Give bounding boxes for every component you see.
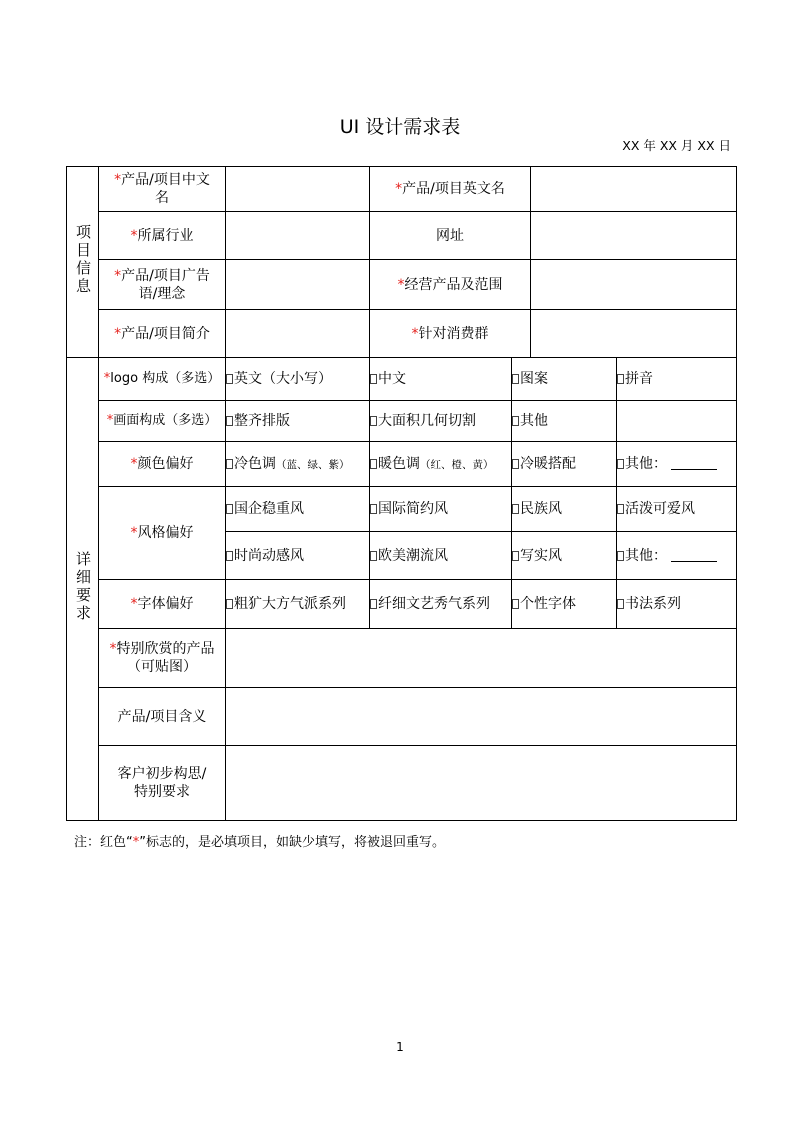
option-realistic[interactable] — [512, 532, 617, 580]
audience-input[interactable] — [531, 310, 737, 358]
required-mark: * — [109, 641, 117, 657]
field-label-audience — [370, 310, 531, 358]
option-state-enterprise-style[interactable] — [226, 487, 370, 532]
field-label-favorites — [99, 629, 226, 688]
checkbox[interactable] — [617, 459, 624, 469]
checkbox[interactable] — [370, 459, 377, 469]
field-label-layout — [99, 401, 226, 442]
option-pinyin[interactable] — [617, 358, 737, 401]
checkbox[interactable] — [617, 374, 624, 384]
required-mark: * — [395, 181, 403, 197]
favorites-input[interactable] — [226, 629, 737, 688]
field-label-website — [370, 212, 531, 260]
field-label-style — [99, 487, 226, 580]
option-lively-cute[interactable] — [617, 487, 737, 532]
checkbox[interactable] — [512, 599, 519, 609]
option-other-style[interactable] — [617, 532, 737, 580]
field-label-line: 产品/项目英文名 — [402, 181, 505, 197]
page-title: UI 设计需求表 — [339, 116, 461, 138]
option-fashion-dynamic[interactable] — [226, 532, 370, 580]
field-label-color — [99, 442, 226, 487]
field-label-industry — [99, 212, 226, 260]
meaning-input[interactable] — [226, 688, 737, 746]
option-bold-font-series[interactable] — [226, 580, 370, 629]
form-date: XX 年 XX 月 XX 日 — [622, 138, 731, 153]
cn-name-input[interactable] — [226, 167, 370, 212]
field-label-line: logo 构成（多选） — [110, 371, 221, 386]
field-label-logo — [99, 358, 226, 401]
option-pattern[interactable] — [512, 358, 617, 401]
empty-cell — [617, 401, 737, 442]
field-label-line: 客户初步构思/ — [117, 766, 207, 782]
option-cool-tones[interactable] — [226, 442, 370, 487]
option-english[interactable] — [226, 358, 370, 401]
option-label: 其他 — [520, 413, 548, 429]
field-label-line: 网址 — [436, 227, 464, 244]
checkbox[interactable] — [370, 551, 377, 561]
checkbox[interactable] — [226, 374, 233, 384]
field-label-line: 针对消费群 — [418, 325, 489, 342]
required-mark: * — [130, 596, 138, 612]
option-label: 时尚动感风 — [234, 547, 304, 564]
en-name-input[interactable] — [531, 167, 737, 212]
checkbox[interactable] — [512, 459, 519, 469]
checkbox[interactable] — [512, 504, 519, 514]
option-label: 其他： — [625, 547, 667, 564]
option-international-minimal[interactable] — [370, 487, 512, 532]
field-label-line: 语/理念 — [138, 285, 186, 302]
intro-input[interactable] — [226, 310, 370, 358]
option-label: 冷色调 — [234, 455, 276, 472]
page-number: 1 — [396, 1040, 404, 1054]
other-blank-field[interactable] — [671, 549, 717, 562]
checkbox[interactable] — [617, 551, 624, 561]
field-label-line: 画面构成（多选） — [113, 413, 218, 428]
checkbox[interactable] — [617, 599, 624, 609]
option-label: 个性字体 — [520, 596, 576, 612]
field-label-line: 风格偏好 — [137, 525, 194, 541]
required-mark: * — [130, 227, 138, 244]
field-label-line: 经营产品及范围 — [404, 276, 503, 293]
section-project-info — [67, 167, 99, 358]
checkbox[interactable] — [226, 459, 233, 469]
option-label: 图案 — [520, 371, 548, 387]
option-label: 冷暖搭配 — [520, 456, 576, 472]
option-ethnic-style[interactable] — [512, 487, 617, 532]
option-neat-layout[interactable] — [226, 401, 370, 442]
option-slim-font-series[interactable] — [370, 580, 512, 629]
scope-input[interactable] — [531, 260, 737, 310]
option-other-color[interactable] — [617, 442, 737, 487]
required-mark: * — [114, 172, 122, 188]
checkbox[interactable] — [512, 374, 519, 384]
option-label: 欧美潮流风 — [378, 547, 448, 564]
website-input[interactable] — [531, 212, 737, 260]
field-label-line: 特别要求 — [134, 784, 190, 800]
section-label: 项目信息 — [74, 223, 92, 296]
checkbox[interactable] — [370, 504, 377, 514]
checkbox[interactable] — [512, 551, 519, 561]
field-label-font — [99, 580, 226, 629]
option-label: 其他： — [625, 456, 667, 472]
option-label: 整齐排版 — [234, 413, 290, 429]
checkbox[interactable] — [370, 599, 377, 609]
option-chinese[interactable] — [370, 358, 512, 401]
field-label-line: 产品/项目中文 — [121, 172, 210, 188]
option-label: 国际简约风 — [378, 501, 448, 517]
option-note: （红、橙、黄） — [420, 458, 494, 471]
option-geometric-cut[interactable] — [370, 401, 512, 442]
client-ideas-input[interactable] — [226, 746, 737, 821]
footnote-text: ”标志的，是必填项目，如缺少填写，将被退回重写。 — [139, 835, 445, 850]
checkbox[interactable] — [226, 416, 233, 426]
option-label: 英文（大小写） — [234, 371, 332, 387]
option-label: 暖色调 — [378, 455, 420, 472]
required-mark: * — [130, 525, 138, 541]
checkbox[interactable] — [226, 551, 233, 561]
option-label: 粗犷大方气派系列 — [234, 596, 346, 612]
checkbox[interactable] — [512, 416, 519, 426]
requirements-table — [66, 166, 737, 821]
checkbox[interactable] — [617, 504, 624, 514]
field-label-client-ideas — [99, 746, 226, 821]
required-mark: * — [411, 325, 419, 342]
option-label: 中文 — [378, 371, 406, 387]
field-label-line: 特别欣赏的产品 — [116, 641, 215, 657]
industry-input[interactable] — [226, 212, 370, 260]
footnote-text: 注：红色“ — [74, 835, 133, 850]
section-details — [67, 358, 99, 821]
required-mark: * — [397, 276, 405, 293]
field-label-line: 颜色偏好 — [137, 456, 194, 472]
field-label-line: 所属行业 — [137, 227, 194, 244]
option-unique-font[interactable] — [512, 580, 617, 629]
option-western-trend[interactable] — [370, 532, 512, 580]
option-label: 写实风 — [520, 547, 562, 564]
option-label: 民族风 — [520, 501, 562, 517]
option-cool-warm-mix[interactable] — [512, 442, 617, 487]
field-label-line: 字体偏好 — [137, 596, 194, 612]
required-mark: * — [132, 835, 140, 850]
field-label-en-name — [370, 167, 531, 212]
field-label-line: （可贴图） — [127, 659, 197, 675]
field-label-line: 产品/项目广告 — [121, 267, 210, 284]
option-label: 纤细文艺秀气系列 — [378, 596, 490, 612]
field-label-meaning — [99, 688, 226, 746]
checkbox[interactable] — [226, 504, 233, 514]
checkbox[interactable] — [226, 599, 233, 609]
option-label: 拼音 — [625, 371, 653, 387]
option-label: 活泼可爱风 — [625, 501, 695, 517]
field-label-slogan — [99, 260, 226, 310]
required-mark: * — [114, 267, 122, 284]
field-label-cn-name — [99, 167, 226, 212]
option-label: 大面积几何切割 — [378, 413, 476, 429]
checkbox[interactable] — [370, 416, 377, 426]
field-label-line: 产品/项目含义 — [117, 708, 207, 725]
required-mark: * — [106, 413, 114, 428]
option-label: 国企稳重风 — [234, 501, 304, 517]
other-blank-field[interactable] — [671, 457, 717, 470]
option-label: 书法系列 — [625, 596, 681, 612]
footnote — [74, 834, 445, 852]
required-mark: * — [114, 325, 122, 342]
field-label-line: 名 — [155, 190, 169, 206]
slogan-input[interactable] — [226, 260, 370, 310]
option-other-layout[interactable] — [512, 401, 617, 442]
field-label-scope — [370, 260, 531, 310]
required-mark: * — [103, 371, 111, 386]
checkbox[interactable] — [370, 374, 377, 384]
option-warm-tones[interactable] — [370, 442, 512, 487]
field-label-line: 产品/项目简介 — [121, 325, 210, 342]
option-note: （蓝、绿、紫） — [276, 458, 350, 471]
required-mark: * — [130, 456, 138, 472]
section-label: 详细要求 — [74, 550, 92, 623]
option-calligraphy-series[interactable] — [617, 580, 737, 629]
field-label-intro — [99, 310, 226, 358]
